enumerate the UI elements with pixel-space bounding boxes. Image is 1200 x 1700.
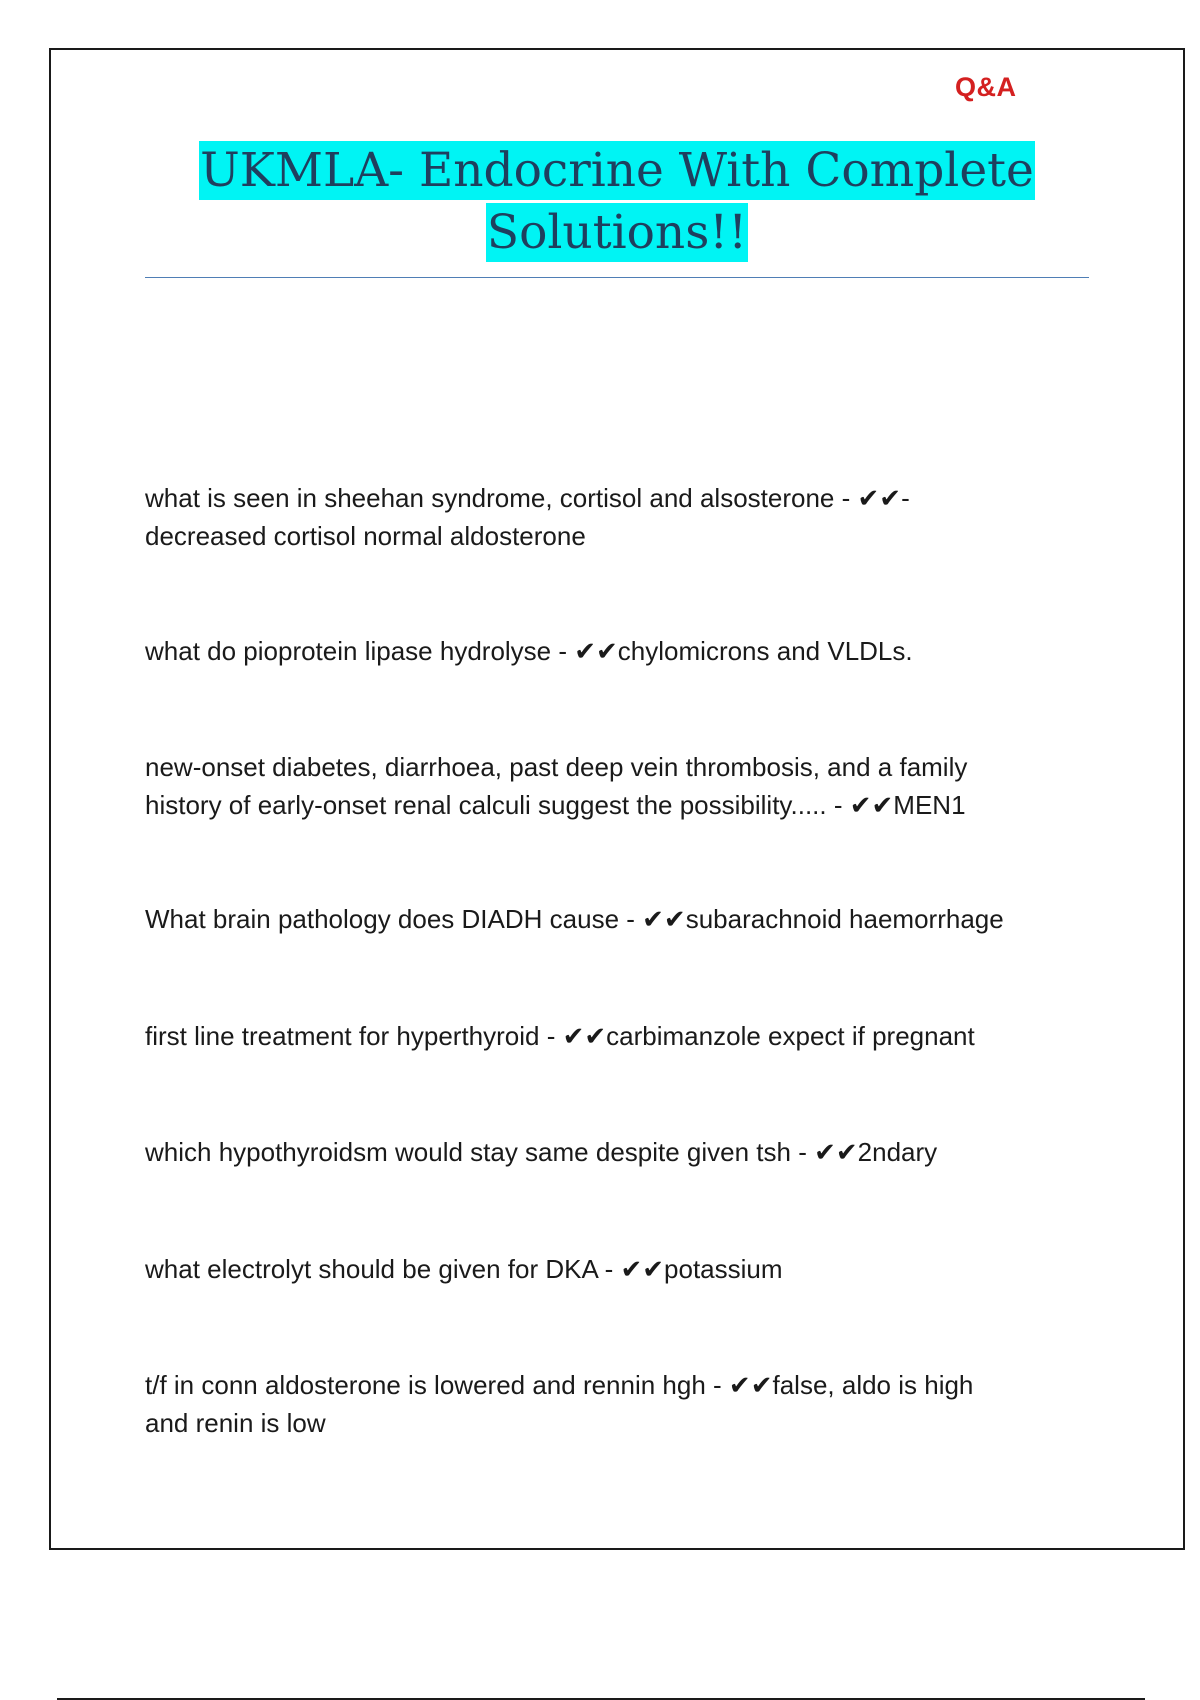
qa-item-8 bbox=[145, 1366, 1085, 1442]
qa-item-text: t/f in conn aldosterone is lowered and rennin hgh - ✔✔false, aldo is high bbox=[145, 1370, 974, 1400]
qa-item-text: what electrolyt should be given for DKA - ✔✔potassium bbox=[145, 1254, 783, 1284]
qa-item-text: What brain pathology does DIADH cause - ✔✔subarachnoid haemorrhage bbox=[145, 904, 1004, 934]
qa-item-1 bbox=[145, 479, 1085, 555]
qa-item-text: first line treatment for hyperthyroid - ✔✔carbimanzole expect if pregnant bbox=[145, 1021, 975, 1051]
qa-item-3 bbox=[145, 748, 1085, 824]
qa-item-text: what is seen in sheehan syndrome, cortisol and alsosterone - ✔✔- bbox=[145, 483, 910, 513]
qa-item-4 bbox=[145, 900, 1085, 938]
qa-item-text: new-onset diabetes, diarrhoea, past deep vein thrombosis, and a family bbox=[145, 752, 968, 782]
document-title bbox=[145, 140, 1089, 264]
qa-label: Q&A bbox=[955, 72, 1017, 102]
qa-item-text: which hypothyroidsm would stay same despite given tsh - ✔✔2ndary bbox=[145, 1137, 938, 1167]
qa-item-text: what do pioprotein lipase hydrolyse - ✔✔chylomicrons and VLDLs. bbox=[145, 636, 913, 666]
qa-item-7 bbox=[145, 1250, 1085, 1288]
qa-item-2 bbox=[145, 632, 1085, 670]
qa-item-text: history of early-onset renal calculi suggest the possibility..... - ✔✔MEN1 bbox=[145, 790, 966, 820]
title-line-1: UKMLA- Endocrine With Complete bbox=[200, 143, 1034, 198]
title-line-2: Solutions!! bbox=[486, 205, 748, 260]
qa-item-text: and renin is low bbox=[145, 1408, 326, 1438]
qa-item-5 bbox=[145, 1017, 1085, 1055]
qa-item-text: decreased cortisol normal aldosterone bbox=[145, 521, 586, 551]
title-underline bbox=[145, 277, 1089, 278]
qa-item-6 bbox=[145, 1133, 1085, 1171]
